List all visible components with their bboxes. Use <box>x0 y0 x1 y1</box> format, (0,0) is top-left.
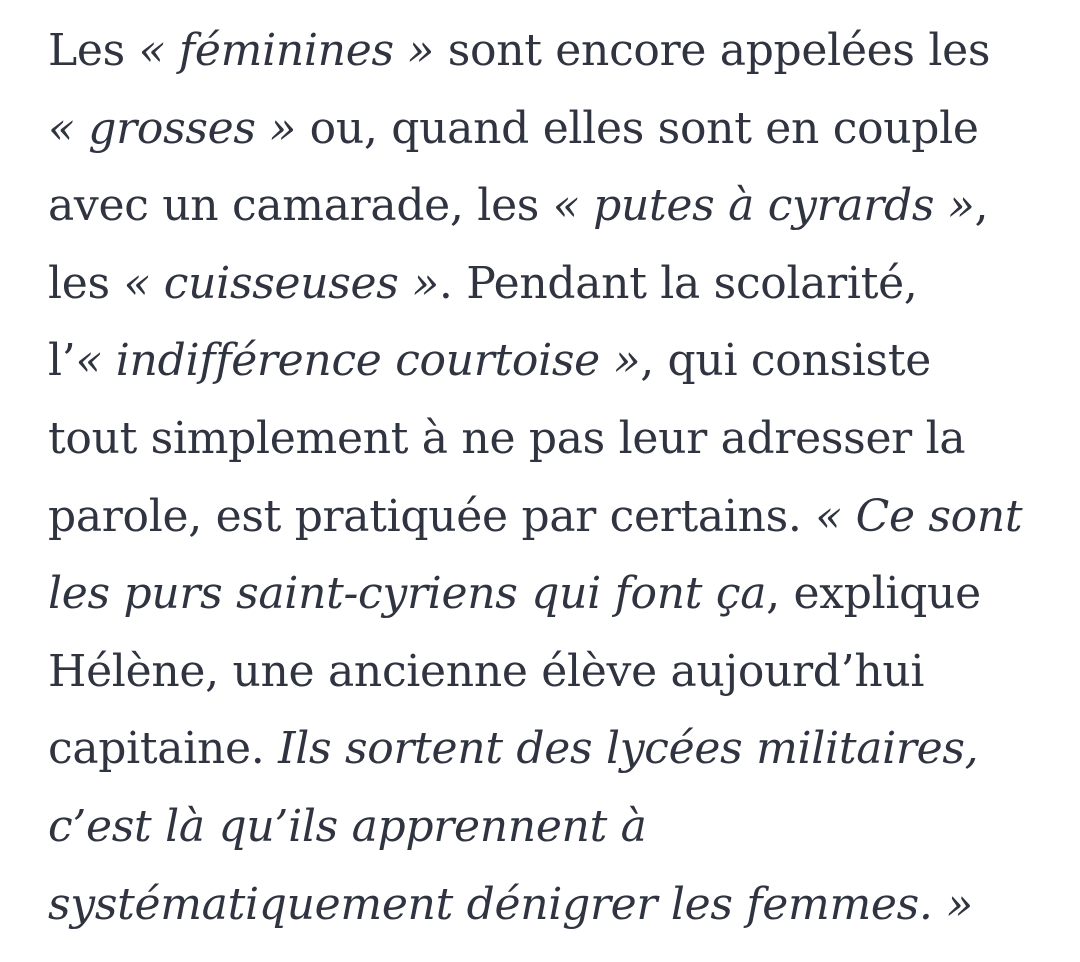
text-run: parole, est pratiquée par certains. <box>48 490 816 542</box>
text-run: , explique <box>766 568 981 620</box>
text-line <box>48 245 1048 323</box>
text-line <box>48 167 1048 245</box>
quote-text: c’est là qu’ils apprennent à <box>48 800 647 852</box>
text-line <box>48 90 1048 168</box>
quoted-term: « féminines » <box>138 25 435 76</box>
quoted-term: « indifférence courtoise » <box>75 335 641 387</box>
text-run: . Pendant la scolarité, <box>438 257 918 309</box>
text-line <box>48 788 1048 866</box>
text-run: Hélène, une ancienne élève aujourd’hui <box>48 645 925 697</box>
text-run: , <box>974 180 989 232</box>
text-line <box>48 322 1048 400</box>
text-run: les <box>48 257 124 309</box>
article-paragraph <box>48 12 1048 943</box>
text-run: sont encore appelées les <box>434 25 991 76</box>
text-run: ou, quand elles sont en couple <box>295 102 979 154</box>
text-line <box>48 866 1048 944</box>
text-line <box>48 555 1048 633</box>
text-line <box>48 400 1048 478</box>
text-line <box>48 710 1048 788</box>
text-line <box>48 478 1048 556</box>
quote-text: Ils sortent des lycées militaires, <box>278 723 979 775</box>
quote-end: systématiquement dénigrer les femmes. » <box>48 878 973 930</box>
text-line <box>48 12 1048 90</box>
text-run: capitaine. <box>48 723 279 775</box>
quote-text: les purs saint-cyriens qui font ça <box>48 568 767 620</box>
quote-start: « Ce sont <box>815 490 1023 542</box>
text-run: l’ <box>48 335 76 387</box>
quoted-term: « cuisseuses » <box>123 257 439 309</box>
text-run: tout simplement à ne pas leur adresser la <box>48 412 966 464</box>
quoted-term: « putes à cyrards » <box>552 180 975 232</box>
text-line <box>48 633 1048 711</box>
text-run: Les <box>48 25 139 76</box>
text-run: , qui consiste <box>640 335 931 387</box>
text-run: avec un camarade, les <box>48 180 553 232</box>
quoted-term: « grosses » <box>48 102 296 154</box>
